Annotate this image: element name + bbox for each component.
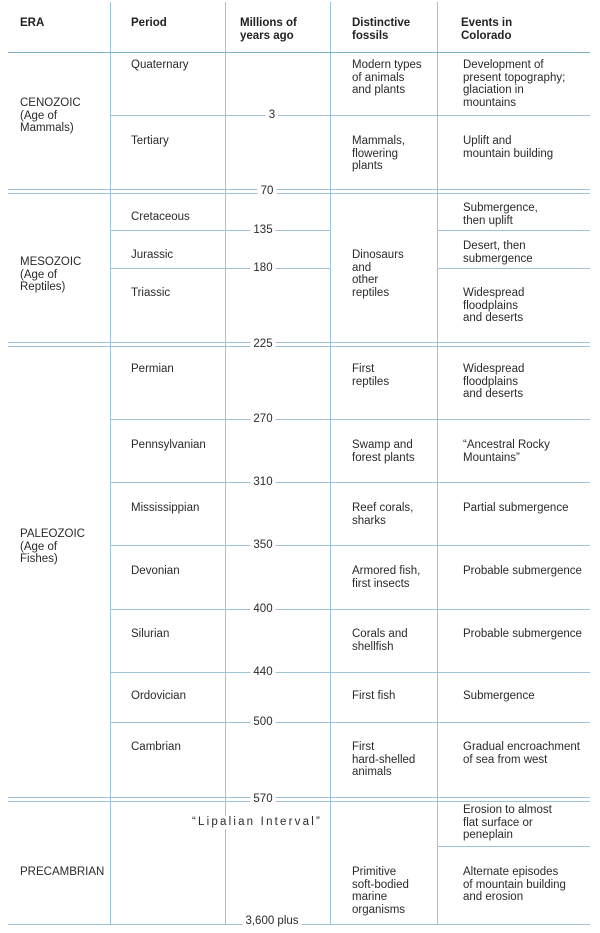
period-divider <box>110 419 590 420</box>
period-divider <box>110 545 590 546</box>
fossils-silurian: Corals and shellfish <box>352 628 408 653</box>
era-paleozoic: PALEOZOIC (Age of Fishes) <box>20 528 85 565</box>
period-divider <box>110 268 330 269</box>
events-cretaceous: Submergence, then uplift <box>463 202 538 227</box>
lipalian-interval: “Lipalian Interval” <box>192 816 323 828</box>
fossils-quaternary: Modern types of animals and plants <box>352 59 422 96</box>
events-tertiary: Uplift and mountain building <box>463 135 554 160</box>
era-divider <box>8 342 590 343</box>
age-310: 310 <box>250 476 275 488</box>
period-divider <box>110 609 590 610</box>
header-divider <box>8 52 590 53</box>
header-era: ERA <box>20 17 45 29</box>
events-jurassic: Desert, then submergence <box>463 240 533 265</box>
period-permian: Permian <box>131 363 174 375</box>
age-440: 440 <box>250 666 275 678</box>
age-270: 270 <box>250 413 275 425</box>
age-570: 570 <box>250 793 275 805</box>
events-quaternary: Development of present topography; glaciation in mountains <box>463 59 566 109</box>
age-3: 3 <box>266 109 278 121</box>
period-quaternary: Quaternary <box>131 59 189 71</box>
era-cenozoic: CENOZOIC (Age of Mammals) <box>20 97 81 134</box>
header-millions-of-years-ago: Millions of years ago <box>240 17 297 42</box>
fossils-cambrian: First hard-shelled animals <box>352 741 416 778</box>
period-cretaceous: Cretaceous <box>131 211 190 223</box>
period-tertiary: Tertiary <box>131 135 169 147</box>
events-precambrian-erosion: Erosion to almost flat surface or peneplain <box>463 804 552 841</box>
period-cambrian: Cambrian <box>131 741 181 753</box>
period-devonian: Devonian <box>131 565 180 577</box>
period-silurian: Silurian <box>131 628 170 640</box>
events-devonian: Probable submergence <box>463 565 582 577</box>
events-precambrian-mountain-building: Alternate episodes of mountain building and erosion <box>463 866 566 903</box>
fossils-pennsylvanian: Swamp and forest plants <box>352 439 415 464</box>
period-divider <box>437 846 590 847</box>
age-70: 70 <box>258 185 277 197</box>
era-divider <box>8 797 590 798</box>
age-350: 350 <box>250 539 275 551</box>
era-divider <box>8 193 590 194</box>
events-triassic: Widespread floodplains and deserts <box>463 287 525 324</box>
era-divider <box>8 346 590 347</box>
fossils-devonian: Armored fish, first insects <box>352 565 421 590</box>
column-divider <box>330 2 331 924</box>
period-divider <box>437 268 590 269</box>
header-events-in-colorado: Events in Colorado <box>461 17 513 42</box>
era-divider <box>8 801 590 802</box>
events-cambrian: Gradual encroachment of sea from west <box>463 741 580 766</box>
era-divider <box>8 189 590 190</box>
period-divider <box>110 115 590 116</box>
events-permian: Widespread floodplains and deserts <box>463 363 525 400</box>
period-pennsylvanian: Pennsylvanian <box>131 439 206 451</box>
age-225: 225 <box>250 338 275 350</box>
age-180: 180 <box>250 262 275 274</box>
period-divider <box>110 230 330 231</box>
age-400: 400 <box>250 603 275 615</box>
column-divider <box>437 2 438 924</box>
header-period: Period <box>131 17 167 29</box>
period-jurassic: Jurassic <box>131 249 174 261</box>
era-mesozoic: MESOZOIC (Age of Reptiles) <box>20 256 82 293</box>
period-divider <box>110 482 590 483</box>
events-mississippian: Partial submergence <box>463 502 569 514</box>
events-ordovician: Submergence <box>463 690 535 702</box>
age-500: 500 <box>250 716 275 728</box>
era-precambrian: PRECAMBRIAN <box>20 866 105 878</box>
column-divider <box>110 2 111 924</box>
fossils-ordovician: First fish <box>352 690 396 702</box>
age-135: 135 <box>250 224 275 236</box>
period-ordovician: Ordovician <box>131 690 186 702</box>
period-divider <box>110 722 590 723</box>
fossils-tertiary: Mammals, flowering plants <box>352 135 406 172</box>
fossils-permian: First reptiles <box>352 363 390 388</box>
period-triassic: Triassic <box>131 287 171 299</box>
period-divider <box>110 672 590 673</box>
age-3600-plus: 3,600 plus <box>242 915 301 927</box>
fossils-precambrian: Primitive soft-bodied marine organisms <box>352 866 409 916</box>
events-pennsylvanian: “Ancestral Rocky Mountains” <box>463 439 550 464</box>
period-mississippian: Mississippian <box>131 502 200 514</box>
fossils-mesozoic: Dinosaurs and other reptiles <box>352 249 404 299</box>
events-silurian: Probable submergence <box>463 628 582 640</box>
fossils-mississippian: Reef corals, sharks <box>352 502 414 527</box>
header-distinctive-fossils: Distinctive fossils <box>352 17 411 42</box>
column-divider <box>225 2 226 924</box>
period-divider <box>437 230 590 231</box>
